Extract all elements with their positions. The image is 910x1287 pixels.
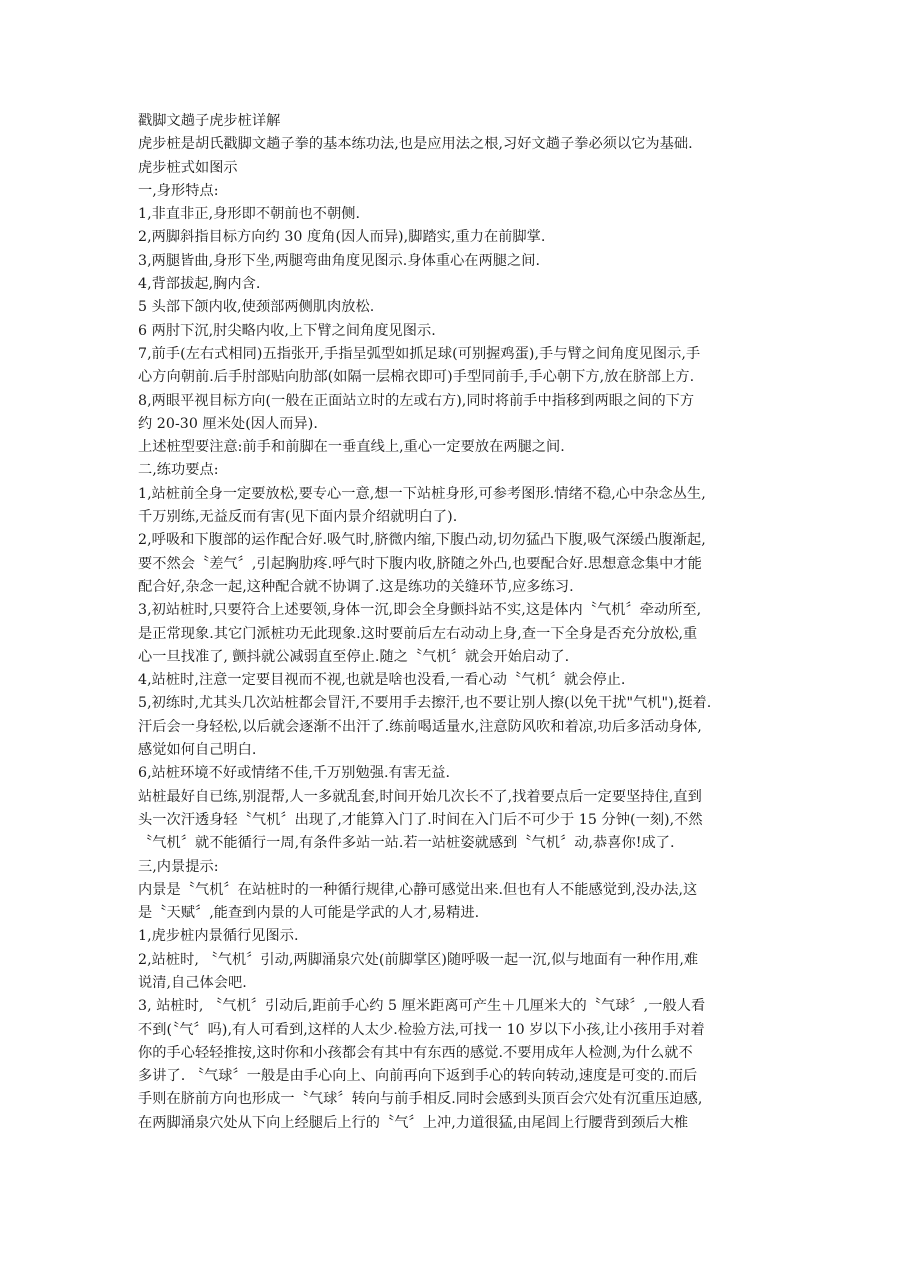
text-line: 心方向朝前.后手肘部贴向肋部(如隔一层棉衣即可)手型同前手,手心朝下方,放在脐部上方. xyxy=(138,369,695,386)
text-line: 8,两眼平视目标方向(一般在正面站立时的左或右方),同时将前手中指移到两眼之间的下方 xyxy=(138,392,695,409)
text-line: 手则在脐前方向也形成一〝气球〞转向与前手相反.同时会感到头顶百会穴处有沉重压迫感, xyxy=(138,1091,703,1108)
text-line: 4,站桩时,注意一定要目视而不视,也就是啥也没看,一看心动〝气机〞就会停止. xyxy=(138,672,626,689)
text-line: 要不然会〝差气〞,引起胸肋疼.呼气时下腹内收,脐随之外凸,也要配合好.思想意念集中才能 xyxy=(138,555,702,572)
text-line: 〝气机〞就不能循行一周,有条件多站一站.若一站桩姿就感到〝气机〞动,恭喜你!成了. xyxy=(138,835,675,852)
text-line: 你的手心轻轻推按,这时你和小孩都会有其中有东西的感觉.不要用成年人检测,为什么就不 xyxy=(138,1044,693,1061)
text-line: 配合好,杂念一起,这种配合就不协调了.这是练功的关缝环节,应多练习. xyxy=(138,578,574,595)
text-line: 约 20-30 厘米处(因人而异). xyxy=(138,415,318,432)
text-line: 1,非直非正,身形即不朝前也不朝侧. xyxy=(138,206,361,223)
text-line: 三,内景提示: xyxy=(138,858,219,875)
text-line: 3,初站桩时,只要符合上述要领,身体一沉,即会全身颤抖站不实,这是体内〝气机〞牵动所至, xyxy=(138,602,702,619)
text-line: 3, 站桩时, 〝气机〞引动后,距前手心约 5 厘米距离可产生＋几厘米大的〝气球〞,一般人看 xyxy=(138,998,706,1015)
text-line: 4,背部拔起,胸内含. xyxy=(138,276,261,293)
text-line: 7,前手(左右式相同)五指张开,手指呈弧型如抓足球(可别握鸡蛋),手与臂之间角度见图示,手 xyxy=(138,345,701,362)
text-line: 感觉如何自己明白. xyxy=(138,742,257,759)
text-line: 1,站桩前全身一定要放松,要专心一意,想一下站桩身形,可参考图形.情绪不稳,心中杂念丛生, xyxy=(138,485,706,502)
text-line: 汗后会一身轻松,以后就会逐渐不出汗了.练前喝适量水,注意防风吹和着凉,功后多活动身体, xyxy=(138,718,702,735)
text-line: 站桩最好自已练,别混帮,人一多就乱套,时间开始几次长不了,找着要点后一定要坚持住,直到 xyxy=(138,788,702,805)
text-line: 在两脚涌泉穴处从下向上经腿后上行的〝气〞上冲,力道很猛,由尾闾上行腰背到颈后大椎 xyxy=(138,1114,689,1131)
document-page xyxy=(138,110,778,1135)
text-line: 内景是〝气机〞在站桩时的一种循行规律,心静可感觉出来.但也有人不能感觉到,没办法,这 xyxy=(138,881,698,898)
text-line: 2,呼吸和下腹部的运作配合好.吸气时,脐微内缩,下腹凸动,切勿猛凸下腹,吸气深缓凸腹渐起, xyxy=(138,532,706,549)
text-line: 1,虎步桩内景循行见图示. xyxy=(138,928,299,945)
text-line: 2,站桩时, 〝气机〞引动,两脚涌泉穴处(前脚掌区)随呼吸一起一沉,似与地面有一种作用,难 xyxy=(138,951,699,968)
text-line: 说清,自己体会吧. xyxy=(138,974,247,991)
text-line: 6,站桩环境不好或情绪不佳,千万别勉强.有害无益. xyxy=(138,765,451,782)
text-line: 不到(〝气〞吗),有人可看到,这样的人太少.检验方法,可找一 10 岁以下小孩,让小孩用手对着 xyxy=(138,1021,705,1038)
text-line: 2,两脚斜指目标方向约 30 度角(因人而异),脚踏实,重力在前脚掌. xyxy=(138,229,546,246)
text-line: 是正常现象.其它门派桩功无此现象.这时要前后左右动动上身,查一下全身是否充分放松,重 xyxy=(138,625,698,642)
text-line: 一,身形特点: xyxy=(138,182,219,199)
text-line: 心一旦找准了, 颤抖就公减弱直至停止.随之〝气机〞就会开始启动了. xyxy=(138,648,570,665)
text-line: 二,练功要点: xyxy=(138,462,219,479)
text-line: 3,两腿皆曲,身形下坐,两腿弯曲角度见图示.身体重心在两腿之间. xyxy=(138,252,541,269)
text-line: 头一次汗透身轻〝气机〞出现了,才能算入门了.时间在入门后不可少于 15 分钟(一刻),不然 xyxy=(138,811,703,828)
text-line: 虎步桩是胡氏戳脚文趟子拳的基本练功法,也是应用法之根,习好文趟子拳必须以它为基础. xyxy=(138,136,693,153)
text-line: 虎步桩式如图示 xyxy=(138,159,238,176)
text-line: 5 头部下颌内收,使颈部两侧肌肉放松. xyxy=(138,299,375,316)
text-line: 上述桩型要注意:前手和前脚在一垂直线上,重心一定要放在两腿之间. xyxy=(138,439,565,456)
text-line: 千万别练,无益反而有害(见下面内景介绍就明白了). xyxy=(138,509,458,526)
text-line: 是〝天赋〞,能查到内景的人可能是学武的人才,易精进. xyxy=(138,905,480,922)
text-line: 多讲了. 〝气球〞一般是由手心向上、向前再向下返到手心的转向转动,速度是可变的.而后 xyxy=(138,1068,698,1085)
text-line: 6 两肘下沉,肘尖略内收,上下臂之间角度见图示. xyxy=(138,322,436,339)
document-title: 戳脚文趟子虎步桩详解 xyxy=(138,113,281,129)
text-line: 5,初练时,尤其头几次站桩都会冒汗,不要用手去擦汗,也不要让别人擦(以免干扰"气机"),挺着. xyxy=(138,695,712,712)
